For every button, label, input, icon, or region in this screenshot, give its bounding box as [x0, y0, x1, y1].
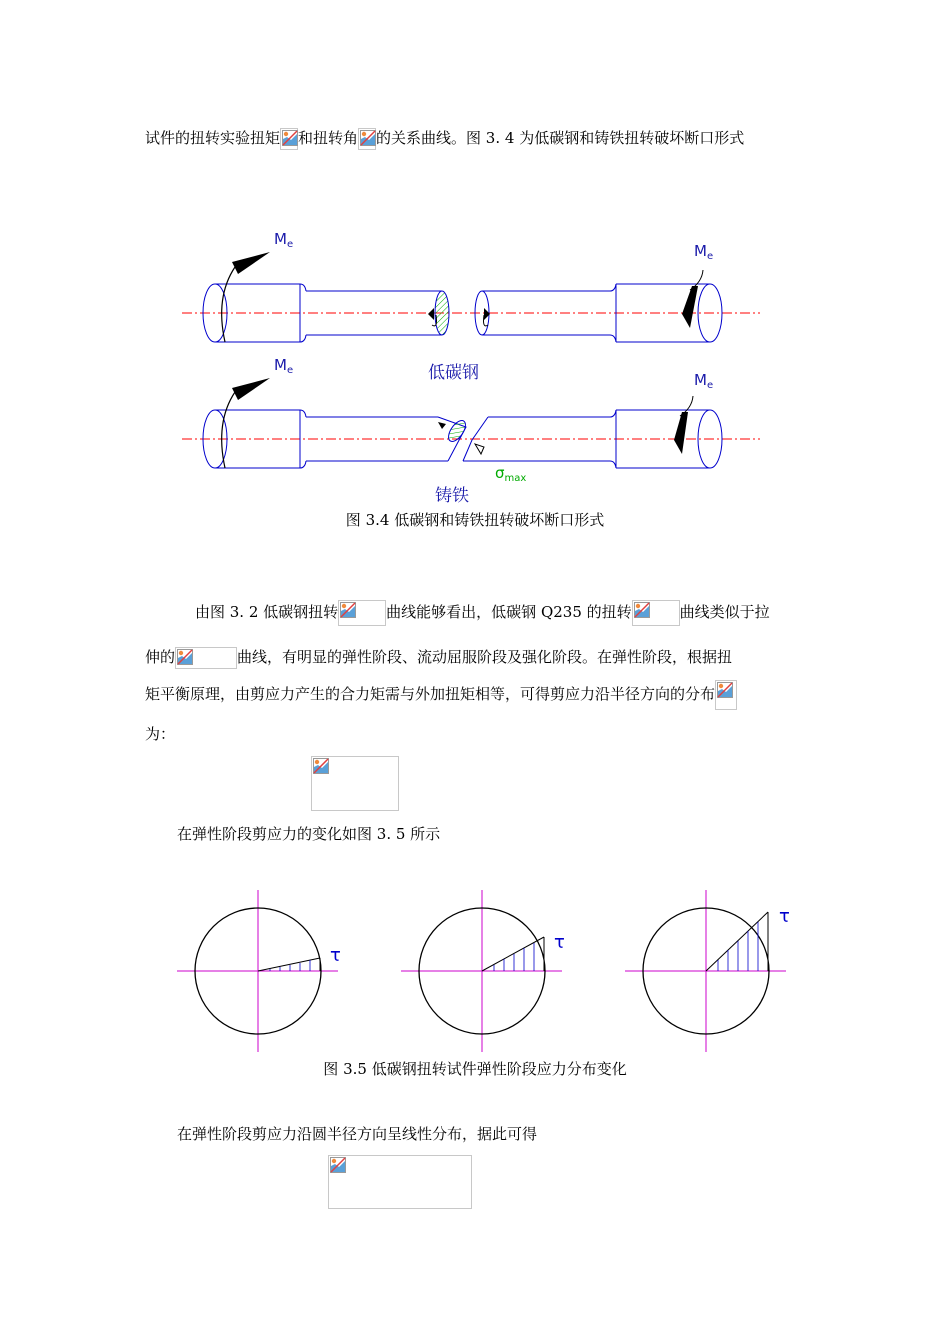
image-placeholder-icon	[282, 130, 298, 146]
low-carbon-specimen	[182, 230, 760, 383]
torque-label: $M_e$	[274, 356, 294, 376]
text-segment: 试件的扭转实验扭矩	[145, 129, 281, 147]
text-segment: 由图 3. 2 低碳钢扭转	[195, 603, 339, 621]
torque-arrow	[682, 286, 698, 328]
broken-image-icon	[715, 680, 737, 710]
formula-image	[311, 756, 399, 811]
image-placeholder-icon	[313, 758, 329, 774]
image-placeholder-icon	[634, 602, 650, 618]
text-segment: 曲线能够看出，低碳钢 Q235 的扭转	[386, 603, 632, 621]
torque-arrow	[674, 412, 688, 454]
paragraph-line: 在弹性阶段剪应力的变化如图 3. 5 所示	[177, 825, 441, 843]
text-segment: 曲线类似于拉	[679, 603, 770, 621]
paragraph-line	[195, 600, 770, 626]
paragraph-line: 为：	[145, 725, 176, 743]
text-segment: 伸的	[145, 648, 176, 666]
stress-circle-2	[401, 890, 565, 1052]
text-segment: 和扭转角	[298, 129, 359, 147]
torque-arrow	[222, 392, 235, 468]
paragraph-line: 在弹性阶段剪应力沿圆半径方向呈线性分布，据此可得	[177, 1125, 538, 1143]
image-placeholder-icon	[330, 1157, 346, 1173]
image-placeholder-icon	[340, 602, 356, 618]
figure-caption: 图 3.4 低碳钢和铸铁扭转破坏断口形式	[345, 511, 605, 529]
image-placeholder-icon	[717, 682, 733, 698]
torque-label: $M_e$	[274, 230, 294, 250]
broken-image-icon	[358, 128, 376, 150]
broken-image-icon	[632, 600, 680, 626]
torque-label: $M_e$	[694, 371, 714, 391]
formula-image	[328, 1155, 472, 1209]
text-segment: 的关系曲线。图 3. 4 为低碳钢和铸铁扭转破坏断口形式	[376, 129, 745, 147]
tau-label: τ	[554, 932, 565, 953]
text-segment: 矩平衡原理，由剪应力产生的合力矩需与外加扭矩相等，可得剪应力沿半径方向的分布	[145, 685, 716, 703]
figure-caption: 图 3.5 低碳钢扭转试件弹性阶段应力分布变化	[323, 1060, 627, 1078]
stress-distribution-diagram	[170, 890, 800, 1055]
torque-label: $M_e$	[694, 242, 714, 262]
text-segment: 曲线，有明显的弹性阶段、流动屈服阶段及强化阶段。在弹性阶段，根据扭	[237, 648, 733, 666]
fracture-face	[435, 291, 449, 335]
paragraph-line	[145, 646, 732, 669]
broken-image-icon	[338, 600, 386, 626]
tau-label: τ	[330, 945, 341, 966]
image-placeholder-icon	[177, 649, 193, 665]
stress-circle-3	[625, 890, 790, 1052]
sigma-max-label: $\sigma_{max}$	[495, 464, 527, 484]
paragraph-line	[145, 680, 737, 710]
tau-label: τ	[779, 906, 790, 927]
paragraph-torsion-intro	[145, 127, 744, 150]
cast-iron-label: 铸铁	[435, 486, 469, 506]
stress-circle-1	[177, 890, 341, 1052]
fracture-face	[445, 418, 469, 445]
fracture-diagram	[170, 222, 780, 512]
broken-image-icon	[175, 647, 237, 669]
low-carbon-label: 低碳钢	[428, 363, 479, 383]
image-placeholder-icon	[360, 130, 376, 146]
broken-image-icon	[280, 128, 298, 150]
torque-arrow	[222, 267, 235, 342]
